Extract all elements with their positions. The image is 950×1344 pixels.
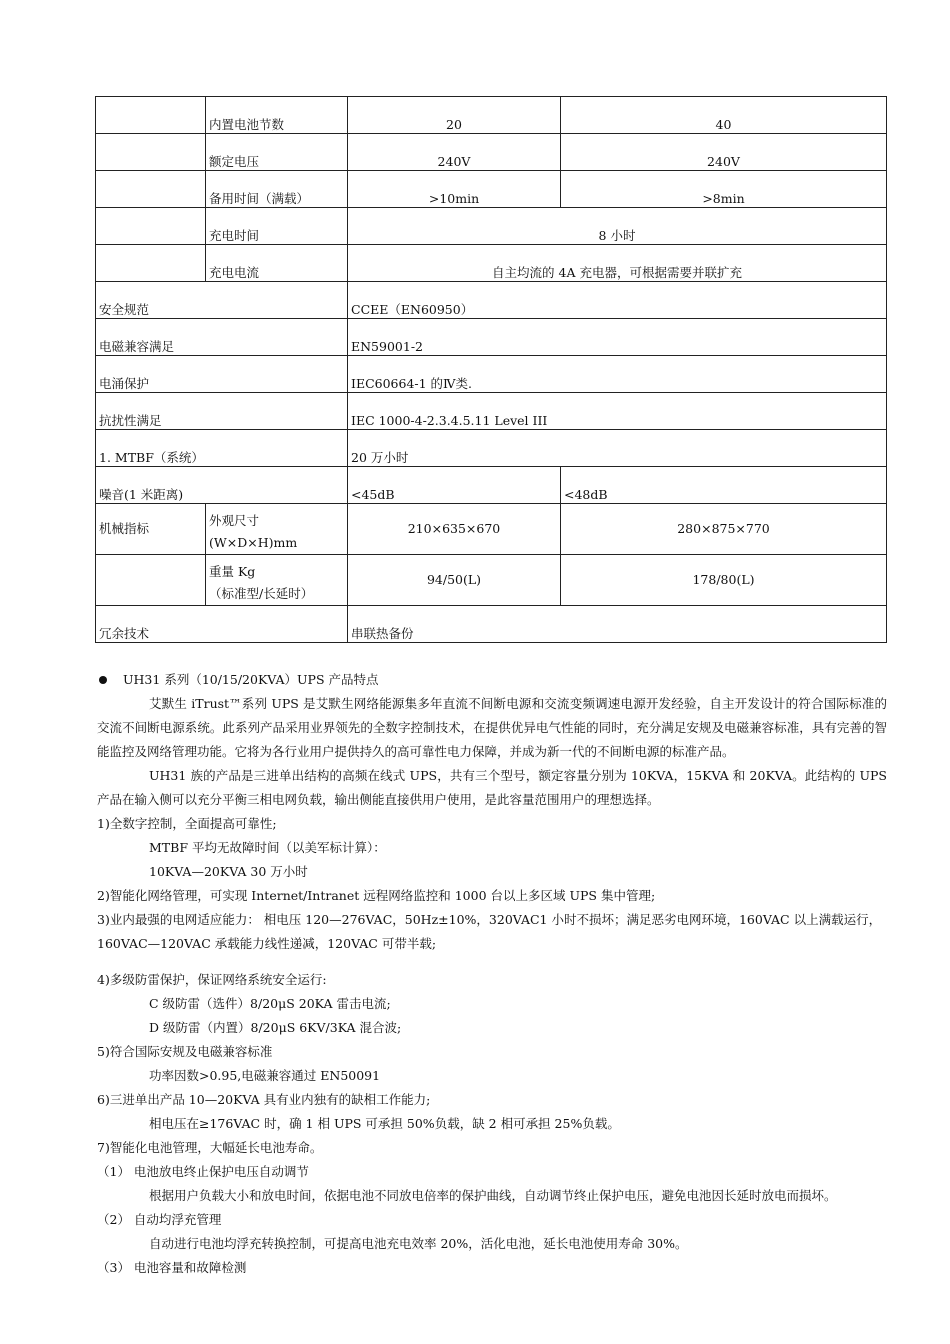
feature-7: 7)智能化电池管理，大幅延长电池寿命。 [97, 1140, 323, 1155]
bullet-icon [99, 676, 107, 684]
row-sublabel: 充电时间 [206, 208, 348, 245]
row-label: 机械指标 [96, 504, 206, 555]
row-label: 抗扰性满足 [96, 393, 348, 430]
feature-1-detail-a: MTBF 平均无故障时间（以美军标计算）： [149, 840, 386, 855]
row-label: 1. MTBF（系统） [96, 430, 348, 467]
feature-5: 5)符合国际安规及电磁兼容标准 [97, 1044, 273, 1059]
feature-4: 4)多级防雷保护，保证网络系统安全运行: [97, 972, 327, 987]
sublabel-line-2: （标准型/长延时） [209, 586, 314, 601]
value-model-a: <45dB [348, 467, 561, 504]
spacer [97, 956, 887, 968]
value-model-a: 20 [348, 97, 561, 134]
row-sublabel: 备用时间（满载） [206, 171, 348, 208]
row-sublabel [206, 555, 348, 606]
section-heading-text: UH31 系列（10/15/20KVA）UPS 产品特点 [123, 672, 379, 687]
row-label: 安全规范 [96, 282, 348, 319]
row-sublabel: 充电电流 [206, 245, 348, 282]
value-shared: 20 万小时 [348, 430, 887, 467]
table-row [96, 319, 887, 356]
feature-2: 2)智能化网络管理，可实现 Internet/Intranet 远程网络监控和 1000 台以上多区域 UPS 集中管理; [97, 888, 656, 903]
sublabel-line-2: (W×D×H)mm [209, 535, 298, 550]
row-label [96, 134, 206, 171]
table-row [96, 555, 887, 606]
row-label: 冗余技术 [96, 606, 348, 643]
row-label: 电磁兼容满足 [96, 319, 348, 356]
row-label: 噪音(1 米距离) [96, 467, 348, 504]
value-model-b: 280×875×770 [561, 504, 887, 555]
table-row [96, 171, 887, 208]
feature-5-detail: 功率因数>0.95,电磁兼容通过 EN50091 [149, 1068, 381, 1083]
table-row [96, 467, 887, 504]
row-label [96, 97, 206, 134]
table-row [96, 208, 887, 245]
subfeature-3: （3） 电池容量和故障检测 [97, 1260, 247, 1275]
subfeature-2: （2） 自动均浮充管理 [97, 1212, 222, 1227]
product-features-section [97, 668, 887, 1280]
intro-paragraph-1: 艾默生 iTrust™系列 UPS 是艾默生网络能源集多年直流不间断电源和交流变频调速电源开发经验，自主开发设计的符合国际标准的交流不间断电源系统。此系列产品采用业界领先的全数字控制技术，在提供优异电气性能的同时，充分满足安规及电磁兼容标准，具有完善的智能监控及网络管理功能。它将为各行业用户提供持久的高可靠性电力保障，并成为新一代的不间断电源的标准产品。 [97, 696, 887, 759]
spec-table [95, 96, 887, 643]
value-shared: IEC 1000-4-2.3.4.5.11 Level III [348, 393, 887, 430]
row-sublabel [206, 504, 348, 555]
feature-6: 6)三进单出产品 10—20KVA 具有业内独有的缺相工作能力; [97, 1092, 431, 1107]
table-row [96, 97, 887, 134]
value-model-b: <48dB [561, 467, 887, 504]
value-shared: EN59001-2 [348, 319, 887, 356]
value-model-a: 94/50(L) [348, 555, 561, 606]
table-row [96, 245, 887, 282]
feature-3: 3)业内最强的电网适应能力： 相电压 120—276VAC，50Hz±10%，320VAC1 小时不损坏；满足恶劣电网环境，160VAC 以上满载运行，160VAC—120VAC 承载能力线性递减，120VAC 可带半载; [97, 912, 882, 951]
table-row [96, 504, 887, 555]
row-label [96, 171, 206, 208]
intro-paragraph-2: UH31 族的产品是三进单出结构的高频在线式 UPS，共有三个型号，额定容量分别为 10KVA，15KVA 和 20KVA。此结构的 UPS 产品在输入侧可以充分平衡三相电网负载，输出侧能直接供用户使用，是此容量范围用户的理想选择。 [97, 768, 887, 807]
table-row [96, 393, 887, 430]
value-model-a: 240V [348, 134, 561, 171]
subfeature-2-detail: 自动进行电池均浮充转换控制，可提高电池充电效率 20%，活化电池，延长电池使用寿命 30%。 [149, 1236, 688, 1251]
value-shared: 串联热备份 [348, 606, 887, 643]
feature-1-detail-b: 10KVA—20KVA 30 万小时 [149, 864, 308, 879]
table-row [96, 356, 887, 393]
sublabel-line-1: 外观尺寸 [209, 513, 260, 528]
feature-4-detail-b: D 级防雷（内置）8/20μS 6KV/3KA 混合波; [149, 1020, 402, 1035]
row-label [96, 245, 206, 282]
row-label [96, 555, 206, 606]
feature-1: 1)全数字控制，全面提高可靠性; [97, 816, 277, 831]
value-model-b: >8min [561, 171, 887, 208]
section-heading [97, 668, 887, 692]
value-model-b: 40 [561, 97, 887, 134]
table-row [96, 134, 887, 171]
table-row [96, 430, 887, 467]
subfeature-1-detail: 根据用户负载大小和放电时间，依据电池不同放电倍率的保护曲线，自动调节终止保护电压，避免电池因长延时放电而损坏。 [149, 1188, 837, 1203]
value-model-a: 210×635×670 [348, 504, 561, 555]
value-model-b: 240V [561, 134, 887, 171]
value-shared: 8 小时 [348, 208, 887, 245]
feature-6-detail: 相电压在≥176VAC 时，确 1 相 UPS 可承担 50%负载，缺 2 相可承担 25%负载。 [149, 1116, 620, 1131]
value-model-a: >10min [348, 171, 561, 208]
table-row [96, 606, 887, 643]
value-shared: CCEE（EN60950） [348, 282, 887, 319]
row-label: 电涌保护 [96, 356, 348, 393]
sublabel-line-1: 重量 Kg [209, 564, 256, 579]
value-shared: IEC60664-1 的Ⅳ类. [348, 356, 887, 393]
value-shared: 自主均流的 4A 充电器，可根据需要并联扩充 [348, 245, 887, 282]
value-model-b: 178/80(L) [561, 555, 887, 606]
row-label [96, 208, 206, 245]
row-sublabel: 内置电池节数 [206, 97, 348, 134]
table-row [96, 282, 887, 319]
row-sublabel: 额定电压 [206, 134, 348, 171]
subfeature-1: （1） 电池放电终止保护电压自动调节 [97, 1164, 309, 1179]
feature-4-detail-a: C 级防雷（选件）8/20μS 20KA 雷击电流; [149, 996, 391, 1011]
